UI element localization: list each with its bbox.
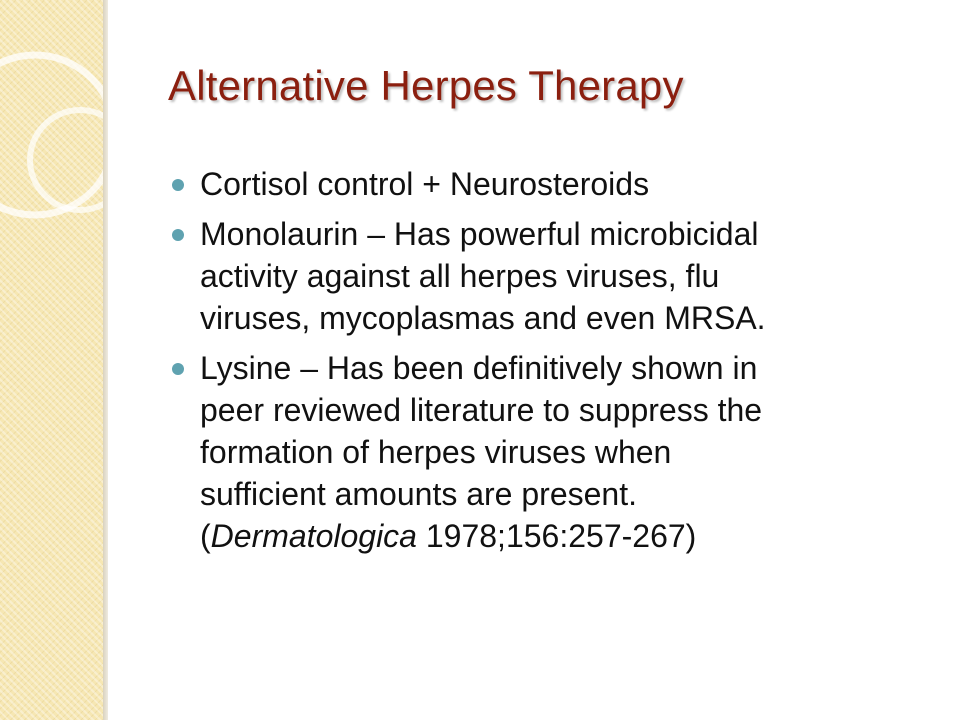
slide-title: Alternative Herpes Therapy [168,62,684,109]
citation-journal: Dermatologica [210,518,417,554]
bullet-text-line: sufficient amounts are present. [200,476,637,512]
bullet-text-line: Cortisol control + Neurosteroids [200,166,650,202]
bullet-text-line: peer reviewed literature to suppress the [200,392,763,428]
decorative-circle-large [0,55,103,215]
decorative-circles [0,0,103,260]
bullet-marker-icon [172,363,184,375]
bullet-list [172,163,912,565]
decorative-side-panel [0,0,103,720]
bullet-item-cortisol [172,163,912,205]
bullet-text-line: formation of herpes viruses when [200,434,672,470]
bullet-marker-icon [172,179,184,191]
citation-open-paren: ( [200,518,211,554]
bullet-item-lysine [172,347,912,557]
bullet-text-line: Lysine – Has been definitively shown in [200,350,758,386]
bullet-marker-icon [172,229,184,241]
bullet-item-monolaurin [172,213,912,339]
citation-line [200,515,912,557]
bullet-text-line: activity against all herpes viruses, flu [200,258,720,294]
side-panel-border [103,0,108,720]
bullet-text-line: viruses, mycoplasmas and even MRSA. [200,300,766,336]
bullet-text-line: Monolaurin – Has powerful microbicidal [200,216,759,252]
citation-details: 1978;156:257-267) [416,518,697,554]
